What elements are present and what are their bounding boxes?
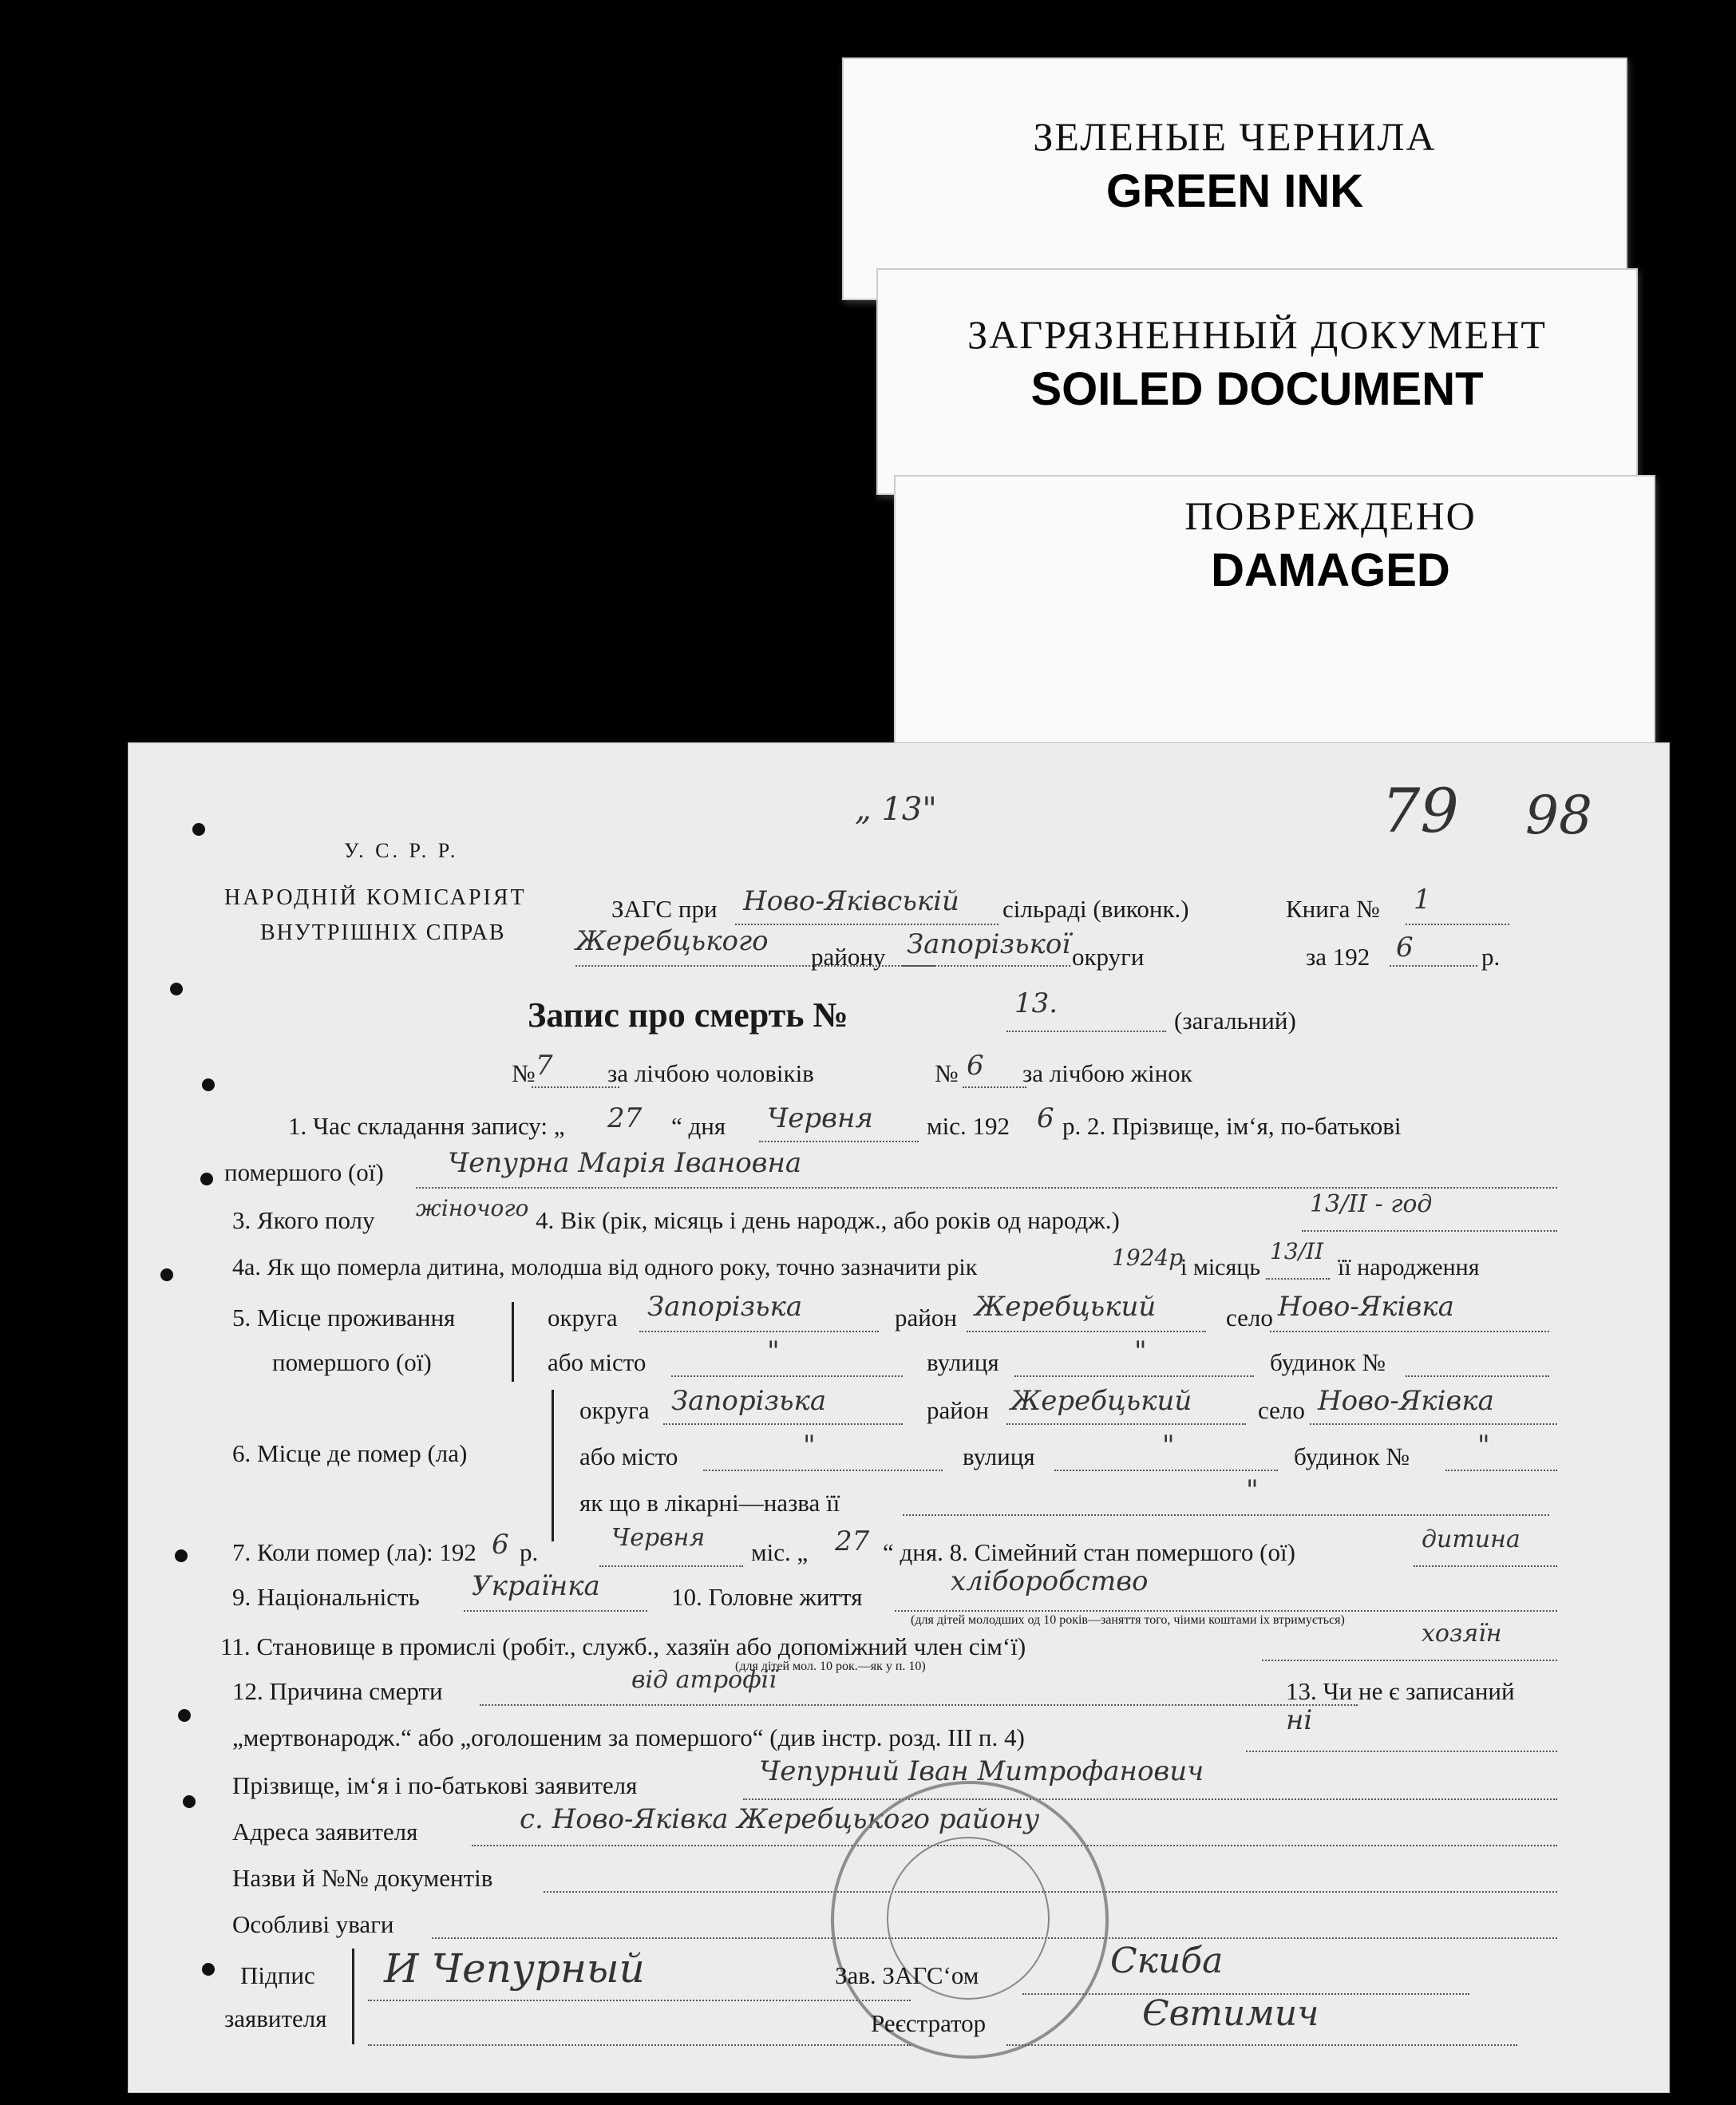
l5-budynok-label: будинок № [1270,1348,1386,1376]
residence-selo: Ново-Яківка [1278,1291,1454,1323]
l5-bracket [512,1302,514,1382]
l5-misto-line [671,1375,903,1377]
damaged-en: DAMAGED [1211,544,1450,596]
occupation: хліборобство [951,1565,1149,1597]
deceased-name: Чепурна Марія Івановна [448,1147,802,1179]
l6-misto-label: або місто [579,1442,678,1470]
l2-line [416,1187,1557,1189]
signature-label-b: заявителя [224,2004,327,2032]
zags-head-label: Зав. ЗАГС‘ом [835,1961,979,1989]
book-label: Книга № [1286,895,1380,923]
punch-hole [178,1709,191,1722]
damaged-ru: ПОВРЕЖДЕНО [1184,493,1477,538]
residence-okruha: Запорізька [647,1291,803,1323]
l3-line [1302,1230,1557,1232]
l5-selo-line [1270,1331,1549,1332]
l11-label: 11. Становище в промислі (робіт., служб., хазяїн або допоміжний член сім‘ї) [220,1632,1026,1660]
zags-line [735,924,998,925]
green-ink-en: GREEN INK [1105,165,1364,217]
death-likarnia: " [1246,1474,1259,1506]
okruha-value: Запорізької [907,928,1071,960]
applicant-name-label: Прізвище, ім‘я і по-батькові заявителя [232,1771,638,1799]
documents-label: Назви й №№ документів [232,1864,493,1892]
l6-okruha-label: округа [579,1396,650,1424]
archive-number-1: 79 [1382,775,1459,846]
signature-bracket [352,1949,354,2044]
signature-label-a: Підпис [240,1961,315,1989]
raion-label: району [811,943,886,971]
book-value: 1 [1414,884,1431,916]
female-line [963,1086,1026,1088]
death-month: Червня [611,1524,706,1552]
okruha-line [903,965,1070,967]
death-record-form [128,742,1670,2093]
l6-budynok-line [1445,1470,1557,1471]
l5-raion-label: район [895,1304,957,1331]
zags-value: Ново-Яківській [743,885,959,917]
zags-label: ЗАГС при [611,895,718,923]
l6-likarnia-line [903,1514,1549,1516]
l11-line [1262,1660,1557,1661]
record-title: Запис про смерть № [528,995,848,1035]
l12-line [480,1704,1358,1706]
residence-vulytsia: " [1134,1335,1147,1367]
l10-note: (для дітей молодших од 10 років—заняття того, чіими коштами іх втримується) [911,1613,1345,1627]
l13-line [1246,1751,1557,1752]
female-no-label: № [935,1059,959,1087]
birth-month: 13/II [1270,1238,1324,1264]
death-budynok: " [1477,1430,1490,1462]
l6-likarnia-label: як що в лікарні—назва її [579,1489,840,1517]
punch-hole [202,1078,215,1091]
death-okruha: Запорізька [671,1385,827,1417]
residence-misto: " [767,1335,780,1367]
l7-month-line [599,1565,743,1567]
soiled-ru: ЗАГРЯЗНЕННЫЙ ДОКУМЕНТ [967,312,1547,357]
death-day: 27 [835,1525,870,1557]
l7-label: 7. Коли помер (ла): 192 [232,1538,477,1566]
l4a-label: 4а. Як що померла дитина, молодша від одного року, точно зазначити рік [232,1254,978,1280]
applicant-name-line [743,1798,1557,1800]
l4a-month-label: і місяць [1180,1254,1261,1280]
applicant-name: Чепурний Іван Митрофанович [759,1755,1204,1787]
registrar-signature: Євтимич [1142,1993,1319,2034]
l5-raion-line [967,1331,1206,1332]
green-ink-ru: ЗЕЛЕНЫЕ ЧЕРНИЛА [1033,114,1437,159]
punch-hole [183,1795,196,1808]
industry-status: хозяїн [1422,1620,1502,1648]
l13b-label: „мертвонародж.“ або „оголошеним за помершого“ (див інстр. розд. III п. 4) [232,1723,1025,1751]
cause-of-death: від атрофії [631,1666,777,1694]
male-no-label: № [512,1059,536,1087]
l12-label: 12. Причина смерти [232,1677,443,1705]
l3-label: 3. Якого полу [232,1206,375,1234]
l1-rest: міс. 192 [927,1112,1010,1140]
year-r-label: р. [1481,943,1501,971]
l7-r: р. [520,1538,539,1566]
stillborn-answer: ні [1286,1704,1313,1736]
male-count: 7 [536,1050,553,1082]
commissariat-line2: ВНУТРІШНІХ СПРАВ [260,920,506,945]
silradi-label: сільраді (виконк.) [1002,895,1189,923]
death-vulytsia: " [1162,1430,1175,1462]
applicant-signature: И Чепурный [384,1945,645,1992]
l1-month: Червня [767,1102,873,1134]
l6-raion-label: район [927,1396,989,1424]
female-label: за лічбою жінок [1022,1059,1192,1087]
l13-label: 13. Чи не є записаний [1286,1677,1515,1705]
l5-label-a: 5. Місце проживання [232,1304,456,1331]
archive-number-2: 98 [1525,785,1592,846]
l7-mis: міс. „ [751,1538,809,1566]
l1-month-line [759,1141,919,1142]
nationality: Українка [472,1570,600,1602]
male-label: за лічбою чоловіків [607,1059,814,1087]
female-count: 6 [967,1050,984,1082]
l6-misto-line [703,1470,943,1471]
registrar-line [1006,2044,1517,2046]
record-number: 13. [1014,987,1058,1019]
sex-value: жіночого [416,1195,529,1221]
page-number: „ 13" [855,791,937,828]
l8-line [1414,1565,1557,1567]
l4a-line [1266,1278,1330,1280]
l5-okruha-label: округа [548,1304,618,1331]
birth-year: 1924р [1112,1244,1184,1271]
l4a-tail: її народження [1338,1254,1480,1280]
l1-day-label: “ дня [671,1112,726,1140]
okruhy-label: округи [1072,943,1145,971]
punch-hole [175,1549,188,1562]
l1-label: 1. Час складання запису: „ [288,1112,565,1140]
l6-vulytsia-label: вулиця [963,1442,1035,1470]
damaged-label [894,475,1655,758]
l1-year: 6 [1037,1102,1054,1134]
death-misto: " [803,1430,816,1462]
punch-hole [202,1963,215,1976]
punch-hole [170,983,183,995]
l6-budynok-label: будинок № [1294,1442,1410,1470]
punch-hole [192,823,205,836]
l5-selo-label: село [1226,1304,1273,1331]
l1-r: р. 2. Прізвище, ім‘я, по-батькові [1062,1112,1402,1140]
l5-vulytsia-label: вулиця [927,1348,999,1376]
book-line [1406,924,1509,925]
l6-selo-line [1310,1423,1557,1425]
applicant-address: с. Ново-Яківка Жеребцького району [520,1803,1040,1835]
l10-line [895,1610,1557,1612]
l6-raion-line [1006,1423,1246,1425]
year-label: за 192 [1306,943,1370,971]
commissariat-line1: НАРОДНІЙ КОМІСАРІЯТ [224,885,527,910]
l1-day: 27 [607,1102,643,1134]
year-line [1390,965,1477,967]
soiled-document-label [876,268,1638,495]
l6-bracket [552,1390,554,1541]
signature-line-1 [368,2000,911,2001]
l3-rest: 4. Вік (рік, місяць і день народж., або років од народж.) [536,1206,1120,1234]
l6-okruha-line [663,1423,903,1425]
l6-label: 6. Місце де помер (ла) [232,1439,468,1467]
l7-tail: “ дня. 8. Сімейний стан помершого (ої) [883,1538,1295,1566]
soiled-en: SOILED DOCUMENT [1030,363,1484,415]
punch-hole [160,1268,173,1281]
l5-budynok-line [1406,1375,1549,1377]
ussr-header: У. С. Р. Р. [344,839,459,862]
l9-line [464,1610,647,1612]
applicant-address-label: Адреса заявителя [232,1818,418,1846]
l11-note: (для дітей мол. 10 рок.—як у п. 10) [735,1660,926,1673]
green-ink-label [842,57,1627,300]
male-line [532,1086,619,1088]
death-year: 6 [492,1529,509,1561]
death-raion: Жеребцький [1010,1385,1192,1417]
notes-label: Особливі уваги [232,1910,394,1938]
punch-hole [200,1173,213,1185]
district-value: Жеребцького [575,925,769,957]
l6-selo-label: село [1258,1396,1305,1424]
year-value: 6 [1396,932,1414,963]
general-label: (загальний) [1174,1007,1296,1035]
l5-label-b: помершого (ої) [272,1348,432,1376]
l5-misto-label: або місто [548,1348,647,1376]
marital-status: дитина [1422,1525,1520,1553]
registrar-label: Реєстратор [871,2009,987,2037]
l6-vulytsia-line [1054,1470,1278,1471]
l5-vulytsia-line [1014,1375,1254,1377]
age-value: 13/II - год [1310,1190,1433,1218]
signature-line-2 [368,2044,911,2046]
residence-raion: Жеребцький [975,1291,1157,1323]
l5-okruha-line [639,1331,879,1332]
zags-head-signature: Скиба [1110,1941,1224,1981]
l10-label: 10. Головне життя [671,1583,863,1611]
l9-label: 9. Національність [232,1583,420,1611]
record-number-line [1006,1031,1166,1032]
death-selo: Ново-Яківка [1318,1385,1494,1417]
l2-label: помершого (ої) [224,1158,384,1186]
